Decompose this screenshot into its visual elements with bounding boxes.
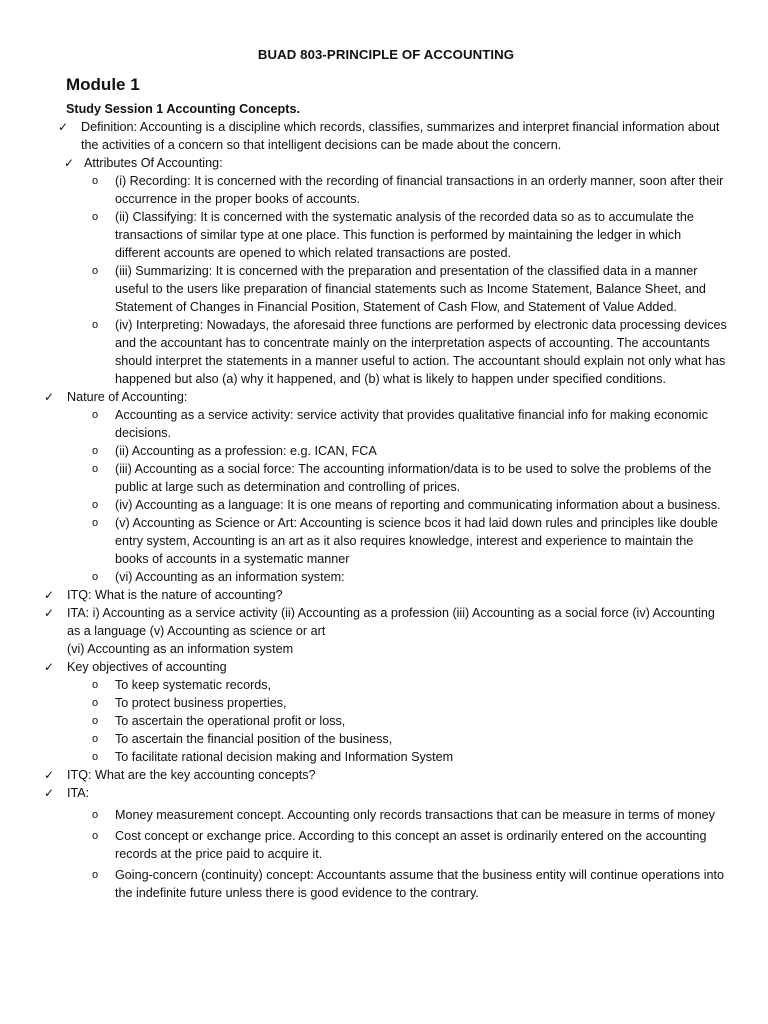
bullet-icon: o	[92, 751, 99, 763]
attributes-list	[44, 172, 728, 388]
itq-concepts-item	[44, 766, 728, 784]
objectives-item	[44, 658, 728, 676]
list-item-text: Accounting as a service activity: service activity that provides qualitative financial info for making economic decisions.	[115, 408, 708, 440]
list-item-text: (iv) Interpreting: Nowadays, the aforesaid three functions are performed by electronic data processing devices and the accountant has to concentrate mainly on the interpretation aspects of accounting. The accountants should interpret the statements in a manner useful to action. The accountant should explain not only what has happened but also (a) why it happened, and (b) what is likely to happen under specified conditions.	[115, 318, 727, 386]
list-item-text: (iv) Accounting as a language: It is one means of reporting and communicating information about a business.	[115, 498, 721, 512]
list-item-text: To protect business properties,	[115, 696, 287, 710]
bullet-icon: o	[92, 211, 99, 223]
checkmark-icon: ✓	[64, 156, 75, 170]
list-item	[44, 406, 728, 442]
checkmark-icon: ✓	[58, 120, 69, 134]
session-heading: Study Session 1 Accounting Concepts.	[66, 102, 300, 116]
list-item-text: To keep systematic records,	[115, 678, 272, 692]
list-item-text: (iii) Summarizing: It is concerned with the preparation and presentation of the classified data in a manner useful to the users like preparation of financial statements such as Income Statement, Balance Sheet, and Statement of Changes in Financial Position, Statement of Cash Flow, and Statement of Value Added.	[115, 264, 706, 314]
bullet-icon: o	[92, 830, 99, 842]
bullet-icon: o	[92, 869, 99, 881]
list-item-text: To facilitate rational decision making and Information System	[115, 750, 454, 764]
list-item-text: Cost concept or exchange price. According to this concept an asset is ordinarily entered on the accounting records at the price paid to acquire it.	[115, 829, 707, 861]
attributes-heading: Attributes Of Accounting:	[84, 156, 223, 170]
list-item	[44, 676, 728, 694]
bullet-icon: o	[92, 409, 99, 421]
list-item-text: To ascertain the operational profit or loss,	[115, 714, 346, 728]
bullet-icon: o	[92, 809, 99, 821]
ita-concepts-item	[44, 784, 728, 802]
list-item	[44, 748, 728, 766]
bullet-icon: o	[92, 715, 99, 727]
checkmark-icon: ✓	[44, 768, 55, 782]
itq-concepts-text: ITQ: What are the key accounting concepts?	[67, 768, 316, 782]
list-item-text: Money measurement concept. Accounting only records transactions that can be measure in terms of money	[115, 808, 715, 822]
nature-heading: Nature of Accounting:	[67, 390, 188, 404]
bullet-icon: o	[92, 265, 99, 277]
checkmark-icon: ✓	[44, 606, 55, 620]
list-item-text: (ii) Classifying: It is concerned with the systematic analysis of the recorded data so as to accumulate the transactions of similar type at one place. This function is performed by maintaining the ledger in which different accounts are opened to which related transactions are posted.	[115, 210, 694, 260]
list-item	[44, 514, 728, 568]
bullet-icon: o	[92, 175, 99, 187]
list-item	[44, 806, 728, 824]
ita-nature-continuation: (vi) Accounting as an information system	[67, 642, 294, 656]
checkmark-icon: ✓	[44, 588, 55, 602]
module-heading: Module 1	[66, 75, 140, 94]
document-title: BUAD 803-PRINCIPLE OF ACCOUNTING	[257, 47, 515, 62]
ita-concepts-heading: ITA:	[67, 786, 90, 800]
objectives-list	[44, 676, 728, 766]
checkmark-icon: ✓	[44, 390, 55, 404]
list-item-text: (vi) Accounting as an information system:	[115, 570, 345, 584]
list-item-text: Going-concern (continuity) concept: Accountants assume that the business entity will continue operations into the indefinite future unless there is good evidence to the contrary.	[115, 868, 725, 900]
ita-nature-text: ITA: i) Accounting as a service activity (ii) Accounting as a profession (iii) Accounting as a social force (iv) Accounting as a language (v) Accounting as science or art	[67, 606, 715, 638]
bullet-icon: o	[92, 517, 99, 529]
list-item	[44, 712, 728, 730]
ita-nature-item	[44, 604, 728, 640]
list-item	[44, 442, 728, 460]
list-item	[44, 730, 728, 748]
list-item	[44, 694, 728, 712]
list-item-text: (ii) Accounting as a profession: e.g. ICAN, FCA	[115, 444, 377, 458]
itq-nature-item	[44, 586, 728, 604]
bullet-icon: o	[92, 679, 99, 691]
list-item	[44, 827, 728, 863]
concepts-list	[44, 806, 728, 902]
list-item-text: (iii) Accounting as a social force: The accounting information/data is to be used to solve the problems of the public at large such as determination and controlling of prices.	[115, 462, 712, 494]
list-item	[44, 172, 728, 208]
list-item-text: (v) Accounting as Science or Art: Accounting is science bcos it had laid down rules and principles like double entry system, Accounting is an art as it also requires knowledge, interest and experience to maintain the books of accounts in a systematic manner	[115, 516, 718, 566]
list-item	[44, 316, 728, 388]
list-item-text: (i) Recording: It is concerned with the recording of financial transactions in an orderly manner, soon after their occurrence in the proper books of accounts.	[115, 174, 724, 206]
definition-item	[44, 118, 728, 154]
attributes-item	[44, 154, 728, 172]
list-item	[44, 866, 728, 902]
bullet-icon: o	[92, 499, 99, 511]
bullet-icon: o	[92, 733, 99, 745]
list-item	[44, 460, 728, 496]
list-item	[44, 208, 728, 262]
list-item	[44, 568, 728, 586]
list-item	[44, 496, 728, 514]
nature-list	[44, 406, 728, 586]
nature-item	[44, 388, 728, 406]
bullet-icon: o	[92, 697, 99, 709]
bullet-icon: o	[92, 571, 99, 583]
objectives-heading: Key objectives of accounting	[67, 660, 227, 674]
definition-text: Definition: Accounting is a discipline which records, classifies, summarizes and interpret financial information about the activities of a concern so that intelligent decisions can be made about the concern.	[81, 120, 720, 152]
checkmark-icon: ✓	[44, 786, 55, 800]
bullet-icon: o	[92, 463, 99, 475]
checkmark-icon: ✓	[44, 660, 55, 674]
list-item	[44, 262, 728, 316]
list-item-text: To ascertain the financial position of the business,	[115, 732, 393, 746]
bullet-icon: o	[92, 445, 99, 457]
itq-nature-text: ITQ: What is the nature of accounting?	[67, 588, 283, 602]
bullet-icon: o	[92, 319, 99, 331]
